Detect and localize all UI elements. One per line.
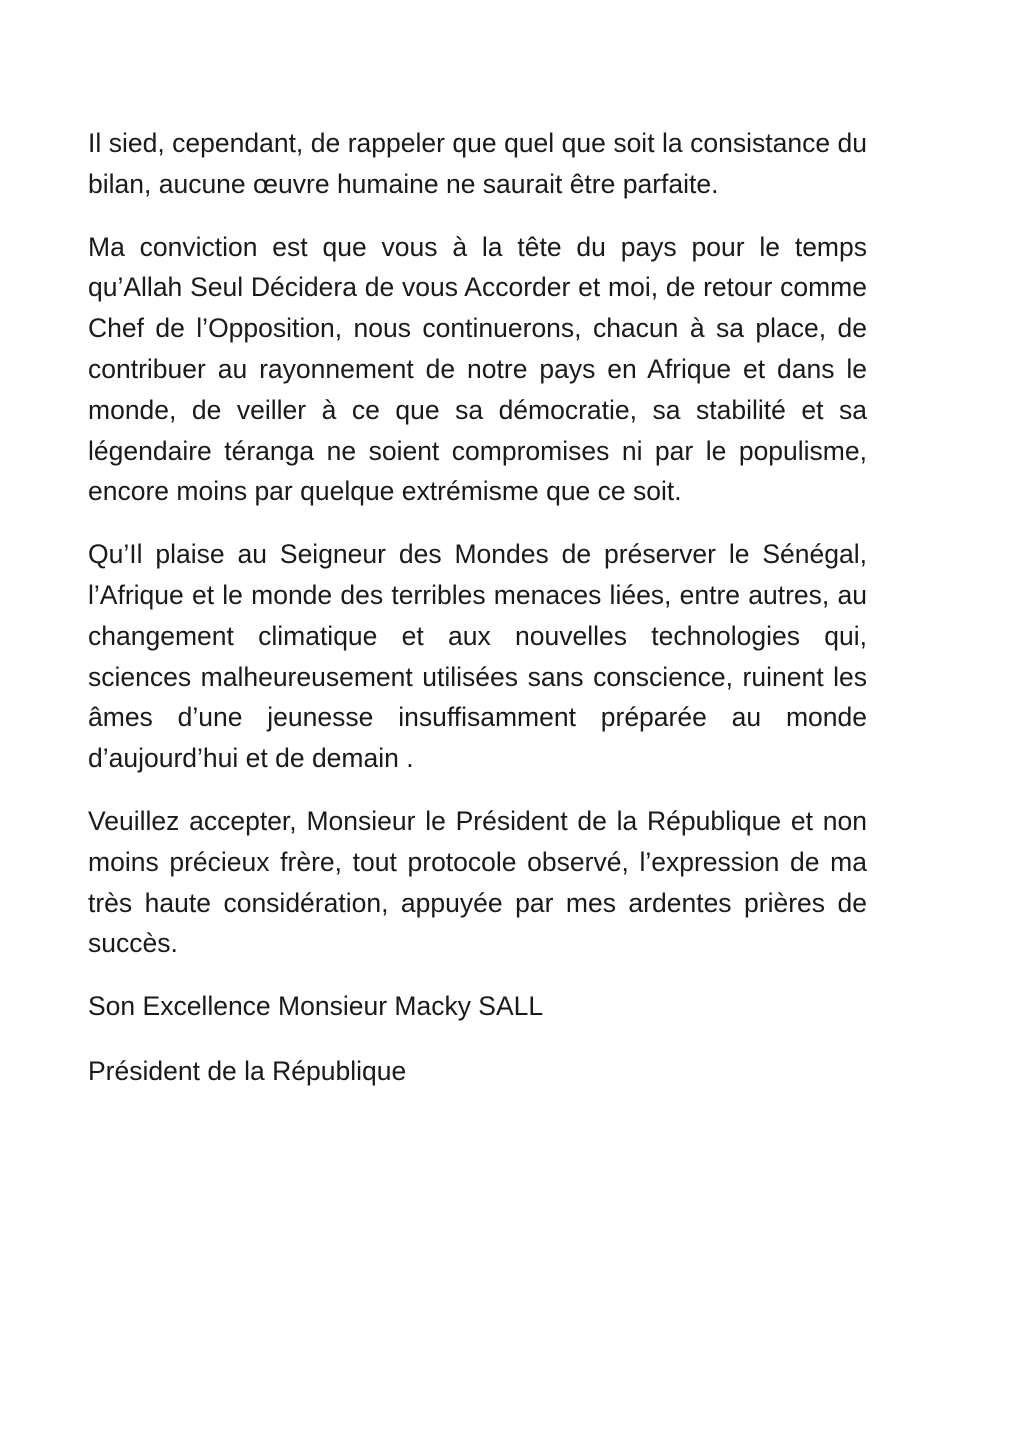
paragraph-priere: Qu’Il plaise au Seigneur des Mondes de préserver le Sénégal, l’Afrique et le monde des terribles menaces liées, entre autres, au changement climatique et aux nouvelles technologies qui, sciences malheureusement utilisées sans conscience, ruinent les âmes d’une jeunesse insuffisamment préparée au monde d’aujourd’hui et de demain . (88, 539, 867, 774)
paragraph-conviction: Ma conviction est que vous à la tête du pays pour le temps qu’Allah Seul Décidera de vous Accorder et moi, de retour comme Chef de l’Opposition, nous continuerons, chacun à sa place, de contribuer au rayonnement de notre pays en Afrique et dans le monde, de veiller à ce que sa démocratie, sa stabilité et sa légendaire téranga ne soient compromises ni par le populisme, encore moins par quelque extrémisme que ce soit. (88, 231, 867, 507)
letter-page (88, 123, 867, 1116)
paragraph-bilan: Il sied, cependant, de rappeler que quel que soit la consistance du bilan, aucune œuvre humaine ne saurait être parfaite. (88, 128, 867, 199)
addressee-name: Son Excellence Monsieur Macky SALL (88, 991, 544, 1022)
addressee-title: Président de la République (88, 1055, 407, 1086)
paragraph-salutation: Veuillez accepter, Monsieur le Président de la République et non moins précieux frère, tout protocole observé, l’expression de ma très haute considération, appuyée par mes ardentes prières de succès. (88, 805, 867, 959)
